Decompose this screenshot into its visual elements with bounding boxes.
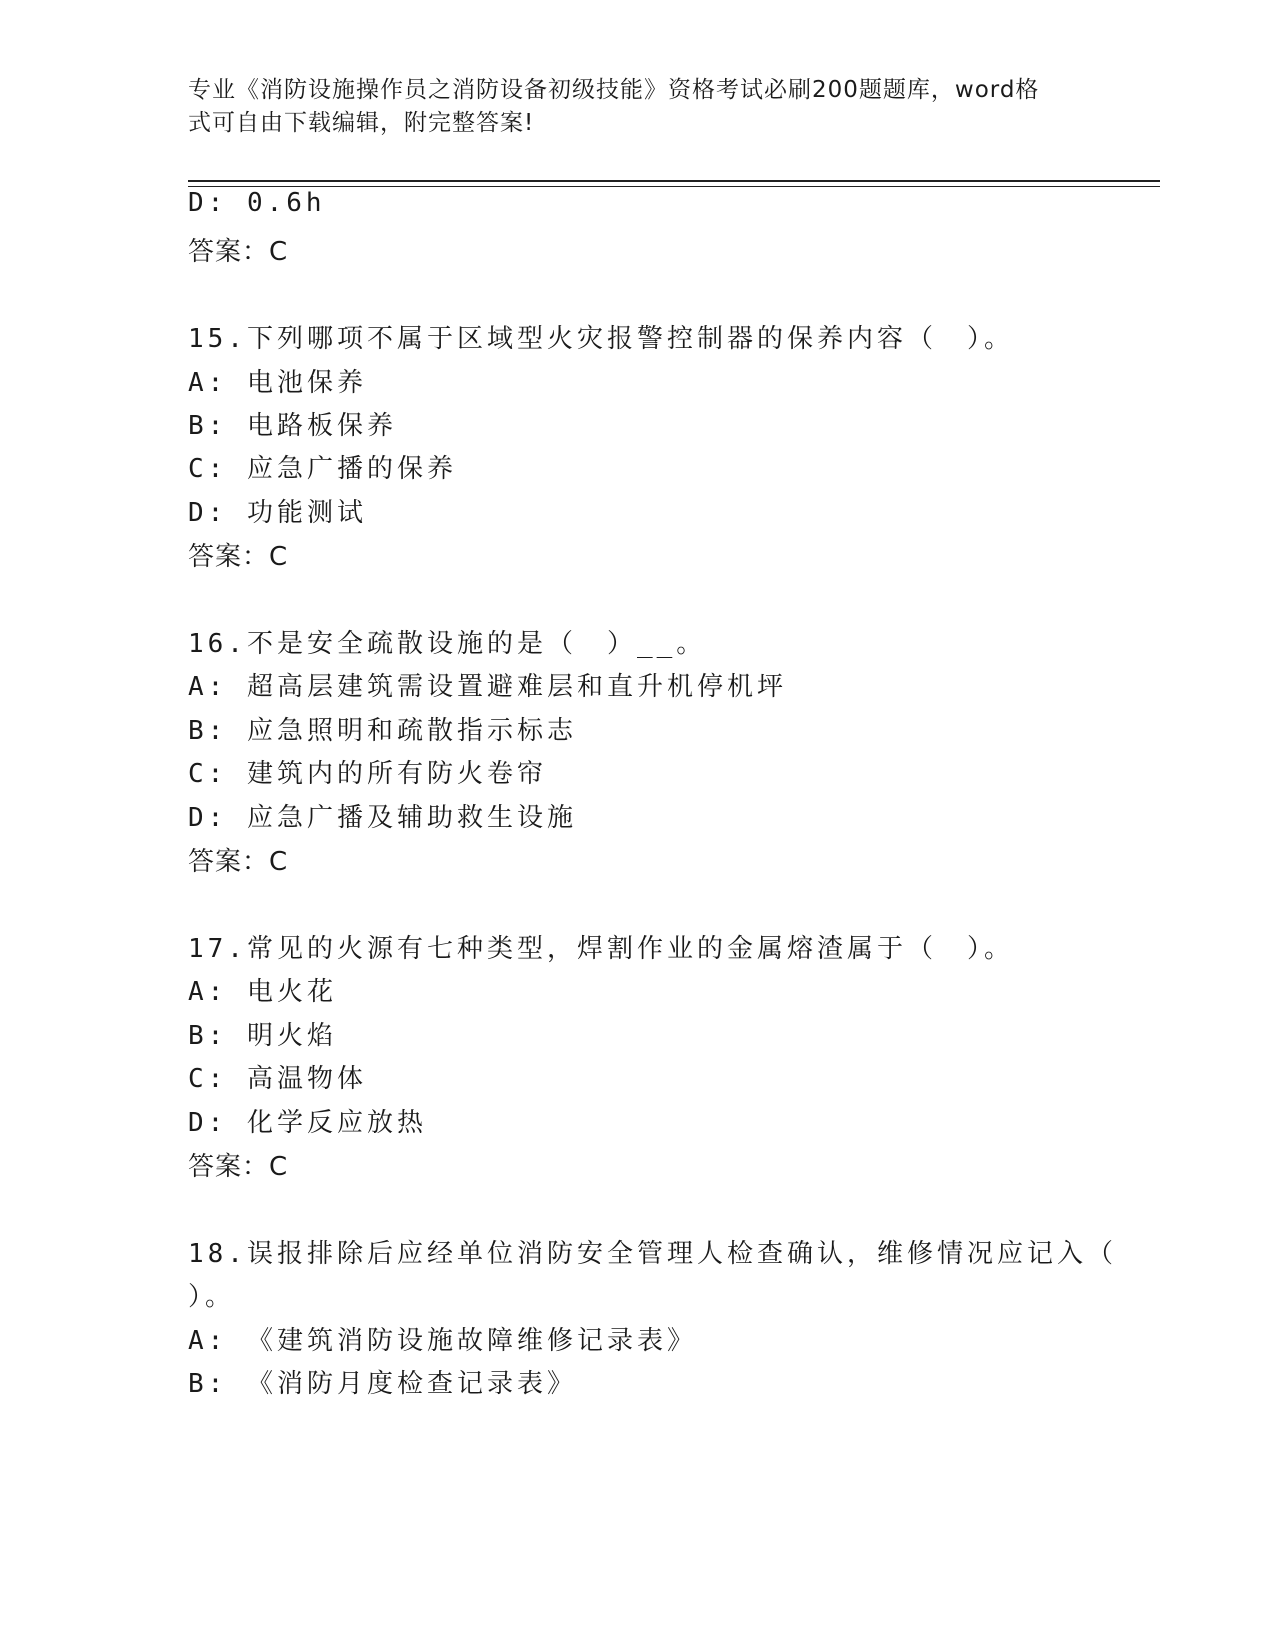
answer-q17: 答案：C xyxy=(188,1152,289,1182)
document-header xyxy=(188,74,1068,140)
header-line-1: 专业《消防设施操作员之消防设备初级技能》资格考试必刷200题题库，word格 xyxy=(188,77,1040,103)
answer-q16: 答案：C xyxy=(188,847,289,877)
option-a-q16: A: 超高层建筑需设置避难层和直升机停机坪 xyxy=(188,672,787,702)
option-c-q15: C: 应急广播的保养 xyxy=(188,454,457,484)
option-b-q16: B: 应急照明和疏散指示标志 xyxy=(188,716,577,746)
header-rule-thick xyxy=(188,180,1160,182)
header-line-2: 式可自由下载编辑，附完整答案! xyxy=(188,110,535,136)
option-b-q18: B: 《消防月度检查记录表》 xyxy=(188,1369,577,1399)
header-rule-thin xyxy=(188,186,1160,187)
option-d-q16: D: 应急广播及辅助救生设施 xyxy=(188,803,577,833)
question-16: 16.不是安全疏散设施的是（ ）__。 xyxy=(188,629,707,659)
option-a-q15: A: 电池保养 xyxy=(188,368,367,398)
answer-q14: 答案：C xyxy=(188,237,289,267)
option-a-q18: A: 《建筑消防设施故障维修记录表》 xyxy=(188,1326,697,1356)
option-c-q16: C: 建筑内的所有防火卷帘 xyxy=(188,759,547,789)
question-15: 15.下列哪项不属于区域型火灾报警控制器的保养内容（ ）。 xyxy=(188,324,1014,354)
option-b-q17: B: 明火焰 xyxy=(188,1021,337,1051)
question-17: 17.常见的火源有七种类型，焊割作业的金属熔渣属于（ ）。 xyxy=(188,934,1014,964)
option-d-q15: D: 功能测试 xyxy=(188,498,367,528)
question-18-continued: ）。 xyxy=(188,1282,236,1312)
answer-q15: 答案：C xyxy=(188,542,289,572)
option-c-q17: C: 高温物体 xyxy=(188,1064,367,1094)
option-a-q17: A: 电火花 xyxy=(188,977,337,1007)
option-d-q17: D: 化学反应放热 xyxy=(188,1108,427,1138)
option-d-q14: D: 0.6h xyxy=(188,188,326,218)
question-18: 18.误报排除后应经单位消防安全管理人检查确认，维修情况应记入（ xyxy=(188,1239,1117,1269)
option-b-q15: B: 电路板保养 xyxy=(188,411,397,441)
